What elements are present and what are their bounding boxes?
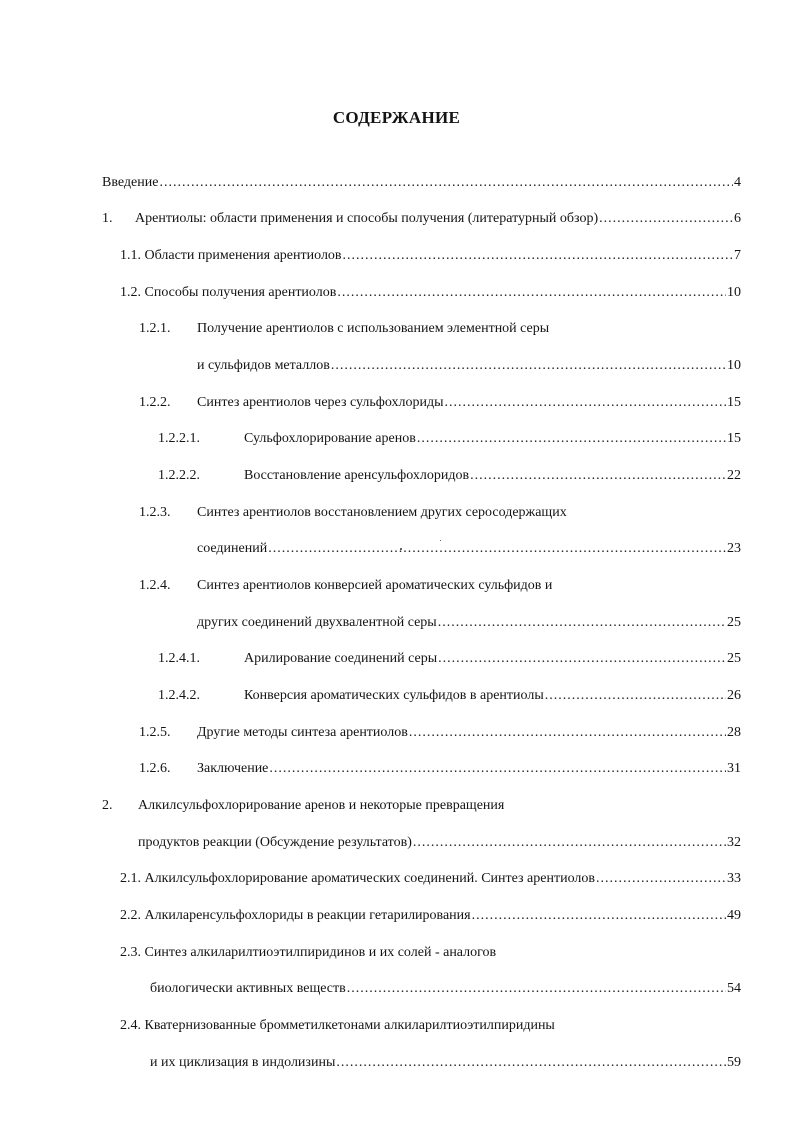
toc-entry-text: Алкилсульфохлорирование аренов и некоторые превращения: [138, 798, 505, 813]
toc-page-number: 6: [734, 211, 741, 226]
toc-section-number: 1.: [102, 211, 113, 226]
toc-entry: [139, 577, 552, 595]
toc-entry-text: 1.1. Области применения арентиолов: [120, 248, 342, 263]
toc-entry-text: и сульфидов металлов: [197, 358, 330, 373]
toc-leader-dots: [470, 467, 726, 485]
toc-section-number: 1.2.5.: [139, 725, 171, 740]
toc-section-number: 1.2.3.: [139, 505, 171, 520]
toc-section-number: 1.2.2.2.: [158, 468, 200, 483]
toc-entry-text: Конверсия ароматических сульфидов в арентиолы: [244, 688, 544, 703]
toc-leader-dots: [599, 210, 733, 228]
toc-entry-text: Синтез арентиолов через сульфохлориды: [197, 395, 444, 410]
toc-entry: [102, 174, 741, 192]
toc-leader-dots: [438, 614, 726, 632]
toc-leader-dots: [444, 394, 726, 412]
toc-page-number: 59: [727, 1055, 741, 1070]
toc-entry-text: Синтез арентиолов конверсией ароматических сульфидов и: [197, 578, 553, 593]
toc-entry-text: Сульфохлорирование аренов: [244, 431, 416, 446]
toc-entry: [150, 980, 741, 998]
toc-page-number: 7: [734, 248, 741, 263]
toc-entry: [150, 1054, 741, 1072]
toc-page-number: 26: [727, 688, 741, 703]
toc-entry: [139, 394, 741, 412]
toc-entry: [120, 870, 741, 888]
toc-entry: [139, 724, 741, 742]
toc-section-number: 2.: [102, 798, 113, 813]
toc-entry: [102, 797, 504, 815]
toc-entry-text: Арентиолы: области применения и способы получения (литературный обзор): [135, 211, 599, 226]
toc-page-number: 4: [734, 175, 741, 190]
toc-entry: [158, 650, 741, 668]
toc-entry-text: продуктов реакции (Обсуждение результатов): [138, 835, 412, 850]
toc-entry-text: и их циклизация в индолизины: [150, 1055, 336, 1070]
toc-leader-dots: [545, 687, 726, 705]
toc-entry: [120, 907, 741, 925]
toc-section-number: 1.2.6.: [139, 761, 171, 776]
scan-speck: [400, 548, 402, 550]
toc-entry-text: Введение: [102, 175, 159, 190]
toc-entry: [120, 944, 496, 962]
toc-entry: [158, 467, 741, 485]
toc-section-number: 1.2.4.2.: [158, 688, 200, 703]
toc-page-number: 31: [727, 761, 741, 776]
toc-entry: [158, 687, 741, 705]
toc-entry-text: 2.4. Кватернизованные бромметилкетонами алкиларилтиоэтилпиридины: [120, 1018, 555, 1033]
toc-page-number: 54: [727, 981, 741, 996]
toc-entry: [139, 760, 741, 778]
toc-leader-dots: [417, 430, 726, 448]
toc-leader-dots: [268, 540, 726, 558]
toc-entry-text: Заключение: [197, 761, 269, 776]
toc-entry: [120, 247, 741, 265]
toc-section-number: 1.2.4.: [139, 578, 171, 593]
toc-page-number: 33: [727, 871, 741, 886]
toc-page-number: 15: [727, 431, 741, 446]
toc-leader-dots: [331, 357, 726, 375]
toc-entry: [139, 504, 567, 522]
toc-section-number: 1.2.2.1.: [158, 431, 200, 446]
toc-entry-text: соединений: [197, 541, 268, 556]
scan-speck: [440, 540, 441, 541]
page-title: СОДЕРЖАНИЕ: [332, 108, 461, 127]
toc-entry: [197, 357, 741, 375]
toc-page-number: 15: [727, 395, 741, 410]
toc-section-number: 1.2.4.1.: [158, 651, 200, 666]
toc-entry-text: Другие методы синтеза арентиолов: [197, 725, 408, 740]
toc-entry-text: других соединений двухвалентной серы: [197, 615, 437, 630]
toc-leader-dots: [438, 650, 726, 668]
toc-page-number: 23: [727, 541, 741, 556]
toc-page-number: 49: [727, 908, 741, 923]
toc-leader-dots: [336, 1054, 726, 1072]
toc-leader-dots: [337, 284, 726, 302]
toc-entry-text: 2.3. Синтез алкиларилтиоэтилпиридинов и их солей - аналогов: [120, 945, 497, 960]
toc-entry: [197, 614, 741, 632]
toc-entry-text: Получение арентиолов с использованием элементной серы: [197, 321, 550, 336]
toc-entry: [138, 834, 741, 852]
toc-leader-dots: [159, 174, 733, 192]
toc-page-number: 10: [727, 358, 741, 373]
toc-leader-dots: [472, 907, 726, 925]
toc-leader-dots: [269, 760, 726, 778]
toc-entry: [102, 210, 741, 228]
toc-leader-dots: [596, 870, 726, 888]
toc-leader-dots: [347, 980, 726, 998]
toc-entry-text: 2.1. Алкилсульфохлорирование ароматических соединений. Синтез арентиолов: [120, 871, 595, 886]
toc-page-number: 32: [727, 835, 741, 850]
toc-page-number: 25: [727, 615, 741, 630]
toc-entry: [120, 1017, 555, 1035]
toc-entry-text: 2.2. Алкиларенсульфохлориды в реакции гетарилирования: [120, 908, 471, 923]
toc-entry-text: Арилирование соединений серы: [244, 651, 438, 666]
toc-page-number: 28: [727, 725, 741, 740]
toc-entry-text: Восстановление аренсульфохлоридов: [244, 468, 470, 483]
toc-entry: [139, 320, 549, 338]
toc-section-number: 1.2.2.: [139, 395, 171, 410]
toc-entry: [120, 284, 741, 302]
toc-section-number: 1.2.1.: [139, 321, 171, 336]
toc-page-number: 10: [727, 285, 741, 300]
toc-entry-text: Синтез арентиолов восстановлением других серосодержащих: [197, 505, 567, 520]
toc-page-number: 22: [727, 468, 741, 483]
toc-entry-text: 1.2. Способы получения арентиолов: [120, 285, 337, 300]
toc-entry: [197, 540, 741, 558]
toc-leader-dots: [409, 724, 726, 742]
toc-page-number: 25: [727, 651, 741, 666]
toc-leader-dots: [343, 247, 733, 265]
toc-entry: [158, 430, 741, 448]
toc-entry-text: биологически активных веществ: [150, 981, 346, 996]
toc-leader-dots: [413, 834, 726, 852]
